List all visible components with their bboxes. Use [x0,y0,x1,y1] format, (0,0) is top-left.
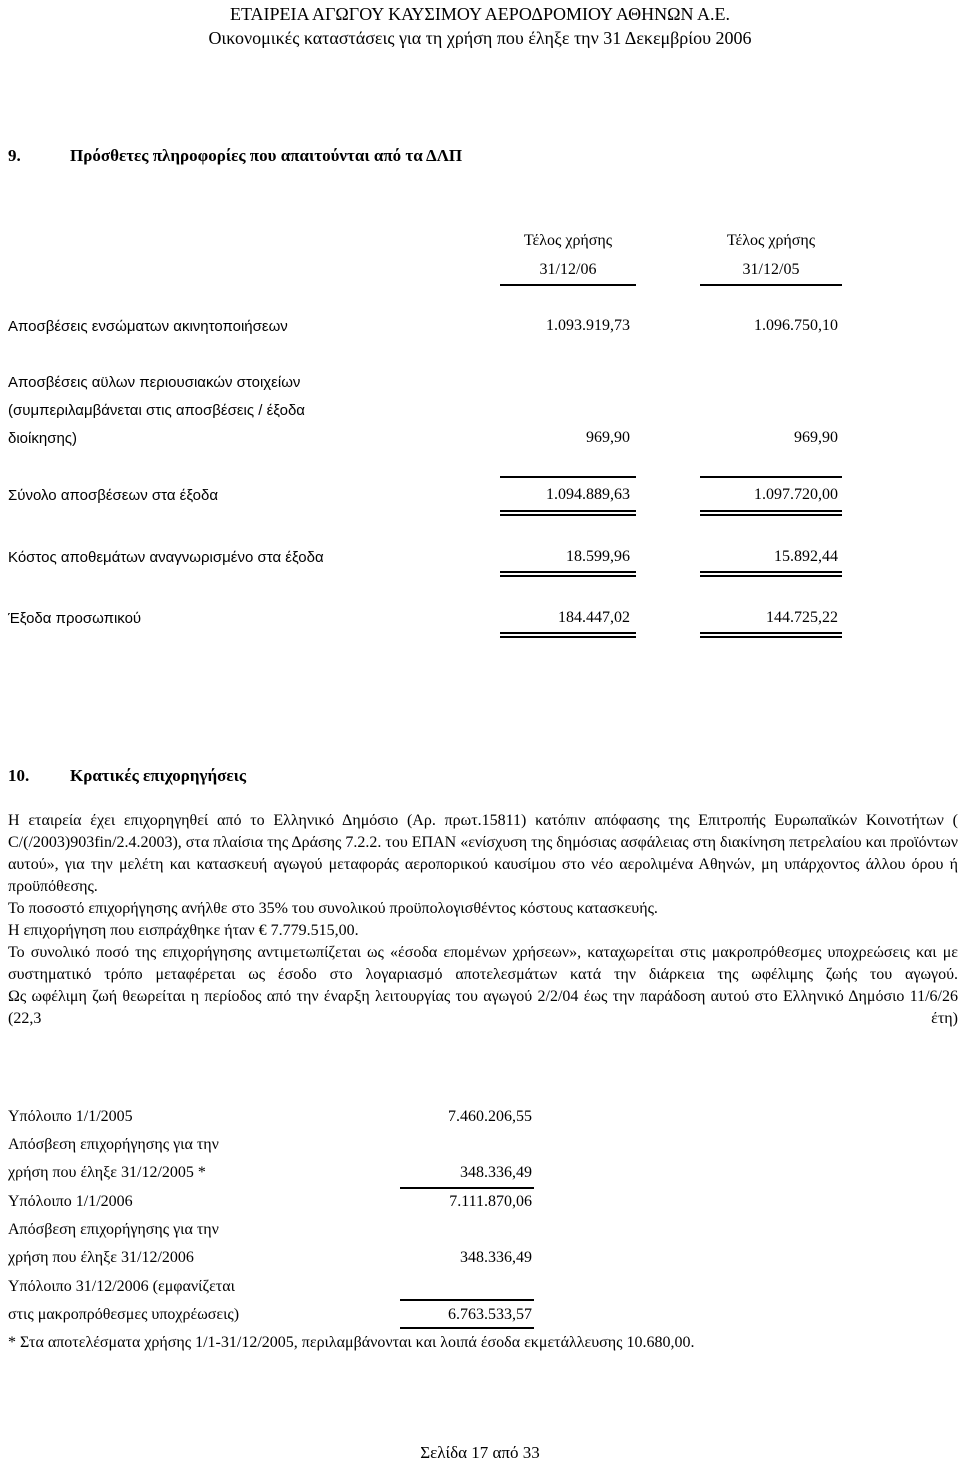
staff-double-line-1a [500,632,636,634]
col-1-header-underline [500,284,636,286]
row-inventory-cost-2006: 18.599,96 [566,548,630,565]
staff-double-line-2b [700,636,842,638]
section-9-title: Πρόσθετες πληροφορίες που απαιτούνται από τα ΔΛΠ [70,146,463,165]
row-depreciation-tangible-2006: 1.093.919,73 [546,317,630,334]
grants-paragraph-5: Ως ωφέλιμη ζωή θεωρείται η περίοδος από την έναρξη λειτουργίας του αγωγού 2/2/04 έως την παράδοση αυτού στο Ελληνικό Δημόσιο 11/6/26 (22,3 έτη) [8,988,958,1027]
grants-text [8,810,958,1030]
total-double-line-1a [500,510,636,512]
total-double-line-2a [700,510,842,512]
row-inventory-cost-2005: 15.892,44 [774,548,838,565]
inventory-double-line-2a [700,571,842,573]
balance-label-5b: στις μακροπρόθεσμες υποχρέωσεις) [8,1306,240,1323]
footnote: * Στα αποτελέσματα χρήσης 1/1-31/12/2005, περιλαμβάνονται και λοιπά έσοδα εκμετάλλευσης 10.680,00. [8,1334,695,1351]
staff-double-line-2a [700,632,842,634]
balance-value-4: 348.336,49 [460,1249,532,1266]
row-depreciation-intangible-label-2: (συμπεριλαμβάνεται στις αποσβέσεις / έξοδα [8,402,305,419]
company-title: ΕΤΑΙΡΕΙΑ ΑΓΩΓΟΥ ΚΑΥΣΙΜΟΥ ΑΕΡΟΔΡΟΜΙΟΥ ΑΘΗΝΩΝ Α.Ε. [229,4,731,24]
page-number: Σελίδα 17 από 33 [420,1443,540,1462]
inventory-double-line-1a [500,571,636,573]
inventory-double-line-1b [500,575,636,577]
balance-label-4a: Απόσβεση επιχορήγησης για την [8,1221,219,1238]
total-double-line-2b [700,514,842,516]
col-2-header-line1: Τέλος χρήσης [726,232,816,249]
row-staff-costs-2005: 144.725,22 [766,609,838,626]
balance-label-1: Υπόλοιπο 1/1/2005 [8,1108,133,1125]
balance-label-5a: Υπόλοιπο 31/12/2006 (εμφανίζεται [8,1278,235,1295]
section-10-title: Κρατικές επιχορηγήσεις [70,766,247,785]
balance-underline-1 [400,1187,534,1189]
col-1-header-line2: 31/12/06 [539,261,597,278]
grants-paragraph-1: Η εταιρεία έχει επιχορηγηθεί από το Ελληνικό Δημόσιο (Αρ. πρωτ.15811) κατόπιν απόφασης της Επιτροπής Ευρωπαϊκών Κοινοτήτων ( C/(/2003)903fin/2.4.2003), στα πλαίσια της Δράσης 7.2.2. του ΕΠΑΝ «ενίσχυση της δημόσιας ασφάλειας στη διακίνηση πετρελαίου και προϊόντων αυτού», για την μελέτη και κατασκευή αγωγού μεταφοράς αεροπορικού καυσίμου στο νέο αερολιμένα Αθηνών, μη υπάρχοντος άλλου όρου ή προϋπόθεσης. [8,812,958,895]
row-staff-costs-label: Έξοδα προσωπικού [8,610,142,627]
balance-value-3: 7.111.870,06 [449,1193,532,1210]
row-depreciation-intangible-label-1: Αποσβέσεις αϋλων περιουσιακών στοιχείων [8,374,301,391]
row-depreciation-tangible-2005: 1.096.750,10 [754,317,838,334]
total-double-line-1b [500,514,636,516]
subtotal-line-2 [700,476,842,478]
section-10-number: 10. [8,766,30,785]
grants-paragraph-4: Το συνολικό ποσό της επιχορήγησης αντιμετωπίζεται ως «έσοδα επομένων χρήσεων», καταχωρείται στις μακροπρόθεσμες υποχρεώσεις και με συστηματικό τρόπο μεταφέρεται ως έσοδο στο λογαριασμό αποτελεσμάτων κατά την διάρκεια της ωφέλιμης ζωής του αγωγού. [8,944,958,983]
row-inventory-cost-label: Κόστος αποθεμάτων αναγνωρισμένο στα έξοδα [8,549,324,566]
staff-double-line-1b [500,636,636,638]
balance-label-4b: χρήση που έληξε 31/12/2006 [8,1249,194,1266]
row-total-depreciation-2005: 1.097.720,00 [754,486,838,503]
row-total-depreciation-2006: 1.094.889,63 [546,486,630,503]
balance-value-1: 7.460.206,55 [448,1108,532,1125]
inventory-double-line-2b [700,575,842,577]
report-subtitle: Οικονομικές καταστάσεις για τη χρήση που έληξε την 31 Δεκεμβρίου 2006 [208,28,752,48]
row-total-depreciation-label: Σύνολο αποσβέσεων στα έξοδα [8,487,219,504]
balance-value-5: 6.763.533,57 [448,1306,532,1323]
grants-paragraph-3: Η επιχορήγηση που εισπράχθηκε ήταν € 7.779.515,00. [8,922,359,939]
balance-label-2a: Απόσβεση επιχορήγησης για την [8,1136,219,1153]
balance-label-3: Υπόλοιπο 1/1/2006 [8,1193,133,1210]
row-depreciation-intangible-2005: 969,90 [794,429,838,446]
col-1-header-line1: Τέλος χρήσης [523,232,613,249]
col-2-header-line2: 31/12/05 [742,261,800,278]
row-depreciation-tangible-label: Αποσβέσεις ενσώματων ακινητοποιήσεων [8,318,288,335]
balance-value-2: 348.336,49 [460,1164,532,1181]
balance-double-line-a [400,1327,534,1329]
section-9-number: 9. [8,146,21,165]
row-depreciation-intangible-label-3: διοίκησης) [8,430,78,447]
row-staff-costs-2006: 184.447,02 [558,609,630,626]
subtotal-line-1 [500,476,636,478]
row-depreciation-intangible-2006: 969,90 [586,429,630,446]
balance-label-2b: χρήση που έληξε 31/12/2005 * [8,1164,206,1181]
col-2-header-underline [700,284,842,286]
balance-underline-2 [400,1299,534,1301]
grants-paragraph-2: Το ποσοστό επιχορήγησης ανήλθε στο 35% του συνολικού προϋπολογισθέντος κόστους κατασκευής. [8,900,658,917]
